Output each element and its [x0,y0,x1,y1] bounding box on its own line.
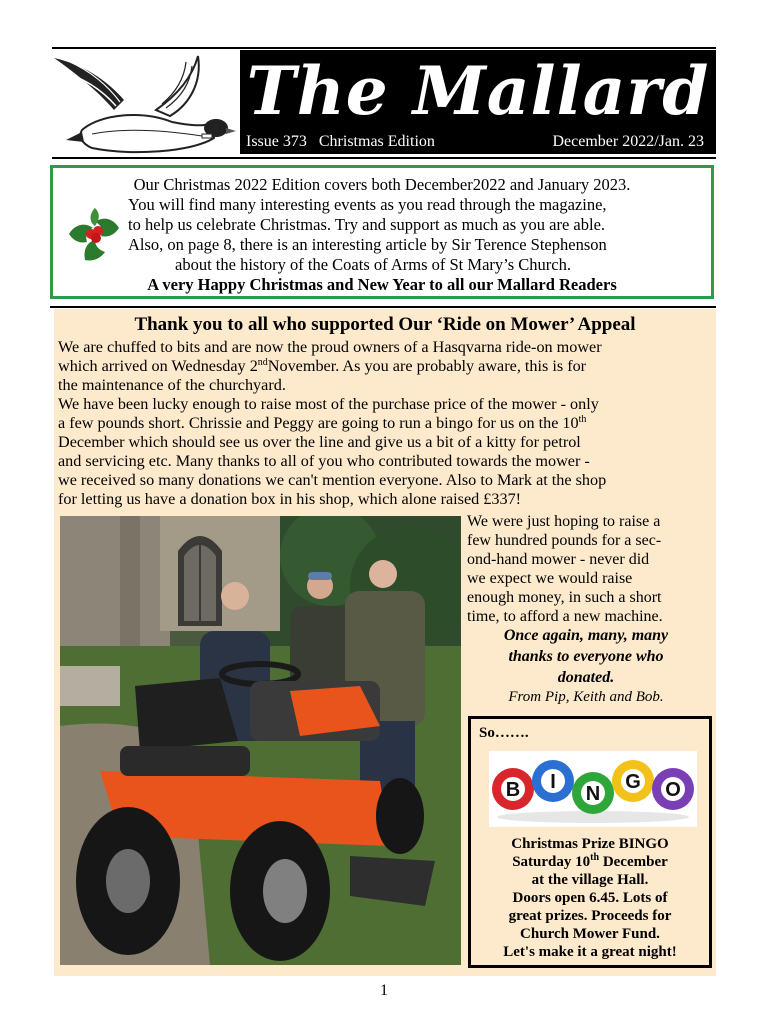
intro-line: about the history of the Coats of Arms of St Mary’s Church. [175,255,571,274]
thanks-line: Once again, many, many [503,627,669,644]
intro-box [50,165,714,299]
article-line: which arrived on Wednesday 2ndNovember. As you are probably aware, this is for [58,357,587,375]
article-line: We are chuffed to bits and are now the proud owners of a Hasqvarna ride-on mower [58,338,602,356]
thanks-line: thanks to everyone who [508,648,664,665]
article-line: the maintenance of the churchyard. [58,376,286,394]
page-number: 1 [380,982,388,999]
bingo-notice [468,716,712,968]
masthead-top-rule [52,47,716,49]
bingo-line: Saturday 10th December [512,852,668,870]
article-line: We have been lucky enough to raise most of the purchase price of the mower - only [58,395,599,413]
article-line: for letting us have a donation box in his shop, which alone raised £337! [58,490,522,508]
bingo-line: Let's make it a great night! [503,944,677,960]
side-text-line: time, to afford a new machine. [467,608,663,625]
side-text-line: enough money, in such a short [467,589,662,606]
publication-title: The Mallard [246,52,710,130]
intro-line: Also, on page 8, there is an interesting article by Sir Terence Stephenson [128,235,607,254]
bingo-line: at the village Hall. [531,872,649,888]
sign-off: From Pip, Keith and Bob. [508,689,664,705]
thanks-line: donated. [557,669,615,686]
mower-appeal-article [54,309,716,976]
intro-line: You will find many interesting events as you read through the magazine, [128,195,607,214]
article-line: a few pounds short. Chrissie and Peggy are going to run a bingo for us on the 10th [58,414,587,432]
intro-line: Our Christmas 2022 Edition covers both December2022 and January 2023. [133,175,631,194]
bingo-intro: So……. [479,725,529,741]
bingo-graphic [489,751,697,827]
side-text-line: few hundred pounds for a sec- [467,532,662,549]
mallard-logo [52,52,236,156]
intro-line: to help us celebrate Christmas. Try and support as much as you are able. [128,215,606,234]
holly-icon [65,204,123,262]
bingo-line: Church Mower Fund. [520,926,660,942]
issue-date: December 2022/Jan. 23 [552,133,704,150]
bingo-ball-letter: B [505,779,521,801]
side-text-line: ond-hand mower - never did [467,551,650,568]
side-text-line: We were just hoping to raise a [467,513,661,530]
article-line: and servicing etc. Many thanks to all of you who contributed towards the mower - [58,452,590,470]
mower-photo [60,516,461,965]
issue-label: Issue 373 Christmas Edition [246,133,435,150]
bingo-ball-letter: N [585,783,601,805]
article-heading: Thank you to all who supported Our ‘Ride on Mower’ Appeal [134,314,636,335]
side-text-line: we expect we would raise [467,570,633,587]
mallard-duck-icon [52,52,236,156]
bingo-ball-letter: O [665,779,681,801]
intro-greeting: A very Happy Christmas and New Year to all our Mallard Readers [147,275,617,294]
bingo-ball-letter: I [550,771,556,793]
bingo-line: Christmas Prize BINGO [511,836,669,852]
masthead-bottom-rule [52,157,716,159]
article-line: we received so many donations we can't mention everyone. Also to Mark at the shop [58,471,607,489]
bingo-ball-letter: G [625,771,641,793]
article-top-rule [50,306,716,308]
article-line: December which should see us over the line and give us a bit of a kitty for petrol [58,433,581,451]
masthead-banner [240,50,716,154]
bingo-line: great prizes. Proceeds for [508,908,672,924]
bingo-line: Doors open 6.45. Lots of [512,890,668,906]
